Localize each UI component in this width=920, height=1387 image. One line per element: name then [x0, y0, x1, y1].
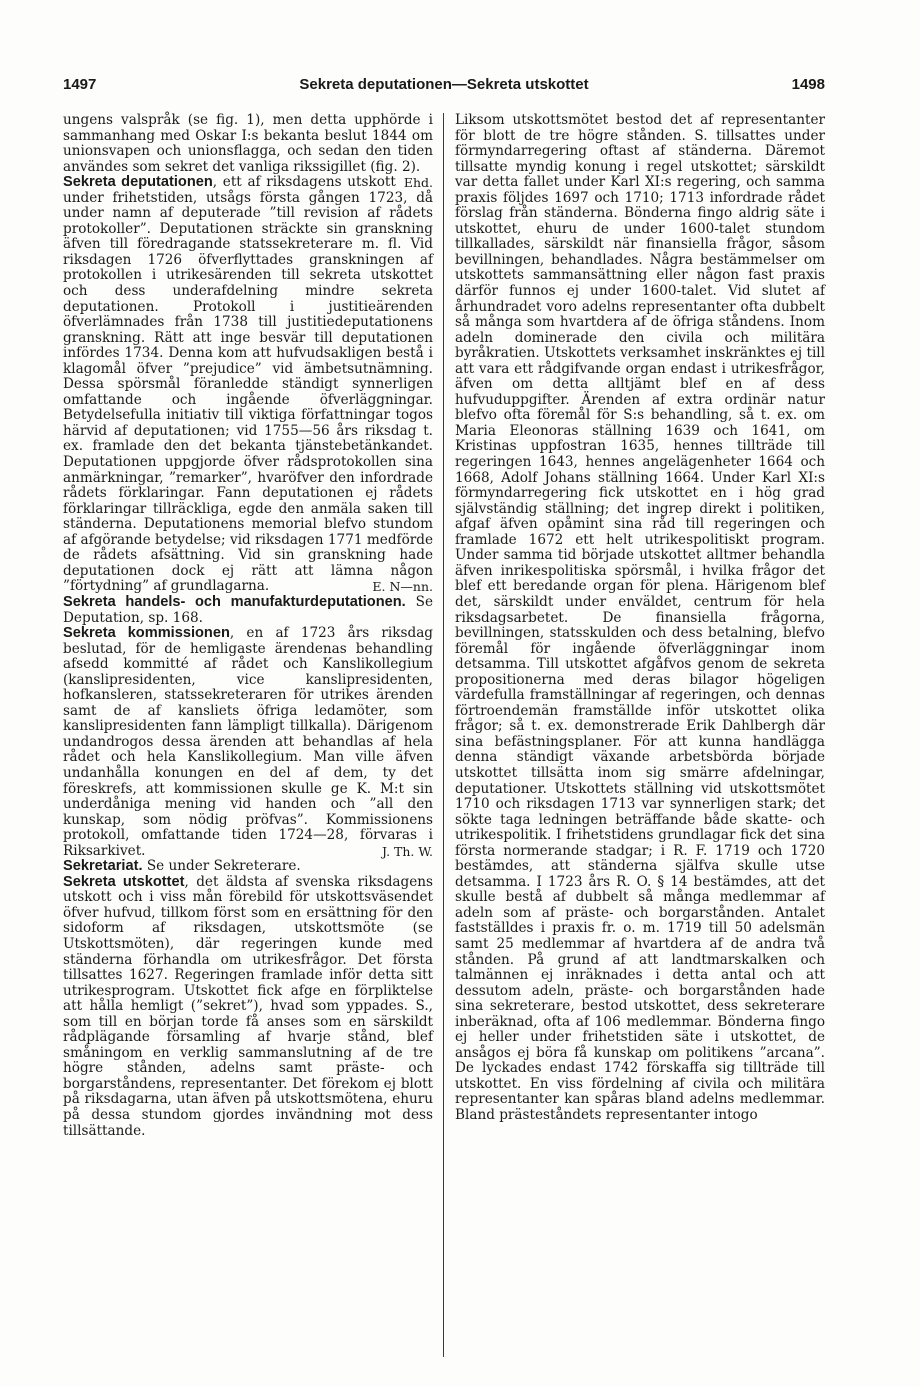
entry-headword: Sekreta handels- och manufakturdeputationen. — [63, 593, 406, 610]
left-column — [63, 113, 433, 1139]
right-column — [455, 113, 825, 1124]
running-header — [63, 76, 825, 100]
entry-signature: E. N—nn. — [372, 579, 433, 595]
entry-sekreta-utskottet — [63, 875, 433, 1139]
entry-text: Se under Sekreterare. — [142, 858, 301, 875]
column-divider — [443, 113, 444, 1357]
page-number-left: 1497 — [63, 76, 97, 93]
running-title: Sekreta deputationen—Sekreta utskottet — [299, 76, 589, 93]
entry-signature: J. Th. W. — [382, 843, 433, 859]
entry-headword: Sekreta utskottet — [63, 873, 185, 890]
entry-headword: Sekreta deputationen — [63, 174, 213, 191]
entry-text: , det äldsta af svenska riksdagens utskott och i viss mån förebild för utskottsväsendet öfver hufvud, tillkom först som en ersättning för den sidoform af riksdagen, utskottsmöte (se Utskottsmöten), där regeringen kunde med ständerna förhandla om utrikesfrågor. Det första tillsattes 1627. Regeringen framlade inför detta sitt utrikesprogram. Utskottet fick afge en förpliktelse att hålla hemligt (”sekret”), hvad som yppades. S., som till en början torde få anses som en särskildt rådplägande församling af hvarje stånd, blef småningom en verklig sammanslutning af de tre högre stånden, adelns samt präste- och borgarståndens, representanter. Det förekom ej blott på riksdagarna, utan äfven på utskottsmötena, ehuru på dessa stundom gjordes invändning mot dess tillsättande. — [63, 873, 433, 1139]
entry-text: , ett af riksdagens utskott under frihetstiden, utsågs första gången 1723, då under namn af deputerade ”till revision af rådets protokoller”. Deputationen sträckte sin granskning äfven till föredragande statssekreterare m. fl. Vid riksdagen 1726 öfverflyttades granskningen af protokollen i utrikesärenden till sekreta utskottet och dess underafdelning mindre sekreta deputationen. Protokoll i justitieärenden öfverlämnades från 1738 till justitiedeputationens granskning. Rätt att inge besvär till deputationen infördes 1734. Denna kom att hufvudsakligen bestå i klagomål öfver ”prejudice” vid ämbetsutnämning. Dessa spörsmål föranledde ständigt synnerligen omfattande och ingående öfverläggningar. Betydelsefulla initiativ till viktiga författningar togos härvid af deputationen; vid 1755—56 års riksdag t. ex. framlade den det bekanta tjänstebetänkandet. Deputationen uppgjorde öfver rådsprotokollen sina anmärkningar, ”remarker”, hvaröfver den infordrade rådets förklaringar. Fann deputationen ej rådets förklaringar tillräckliga, egde den anmäla saken till ständerna. Deputationens memorial blefvo stundom af afgörande betydelse; vid riksdagen 1771 medförde de rådets afsättning. Vid sin granskning hade deputationen dock ej rätt att lämna någon ”förtydning” af grundlagarna. — [63, 174, 433, 595]
entry-headword: Sekretariat. — [63, 858, 143, 875]
entry-sekreta-deputationen — [63, 175, 433, 595]
entry-headword: Sekreta kommissionen — [63, 625, 230, 642]
entry-text: , en af 1723 års riksdag beslutad, för de hemligaste ärendenas behandling afsedd kommitté af rådet och Kanslikollegium (kanslipresidenten, vice kanslipresidenten, hofkansleren, statssekreteraren för utrikes ärenden samt de af kansliets öfriga ledamöter, som kanslipresidenten fann lämpligt tillkalla). Därigenom undandrogos dessa ärenden att behandlas af hela rådet och hela Kanslikollegium. Man ville äfven undanhålla konungen en del af dem, ty det föreskrefs, att kommissionen skulle ge K. M:t sin underdåniga mening vid handen och ”all den kunskap, som nödig pröfvas”. Kommissionens protokoll, omfattande tiden 1724—28, förvaras i Riksarkivet. — [63, 625, 433, 859]
entry-sekreta-utskottet-continued — [455, 113, 825, 1124]
entry-text: ungens valspråk (se fig. 1), men detta upphörde i sammanhang med Oskar I:s bekanta beslut 1844 om unionsvapen och unionsflagga, och sedan den tiden användes som sekret det vanliga rikssigillet (fig. 2). — [63, 112, 433, 175]
entry-text: Liksom utskottsmötet bestod det af representanter för blott de tre högre stånden. S. tillsattes under förmyndarregering oftast af ständerna. Däremot tillsatte myndig konung i regel utskottet; särskildt var detta fallet under Karl XI:s regering, och samma praxis följdes 1697 och 1710; 1713 infordrade rådet förslag från ständerna. Bönderna fingo aldrig säte i utskottet, ehuru de under 1600-talet stundom tillkallades, särskildt när finansiella frågor, såsom bevillningen, behandlades. Några bestämmelser om utskottets sammansättning eller någon fast praxis därför funnos ej under 1600-talet. Vid slutet af århundradet voro adelns representanter ofta dubbelt så många som hvartdera af de öfriga ståndens. Inom adeln dominerade den civila och militära byråkratien. Utskottets verksamhet inskränktes ej till att vara ett rådgifvande organ endast i utrikesfrågor, äfven om detta alltjämt blef en af dess hufvuduppgifter. Ärenden af extra ordinär natur blefvo ofta föremål för S:s behandling, så t. ex. om Maria Eleonoras ställning 1639 och 1641, om Kristinas uppfostran 1635, hennes tillträde till regeringen 1643, hennes angelägenheter 1664 och 1668, Adolf Johans ställning 1664. Under Karl XI:s förmyndarregering fick utskottet en i hög grad självständig ställning; det ingrep direkt i politiken, afgaf äfven opåmint sina råd till regeringen och framlade 1672 ett helt utrikespolitiskt program. Under samma tid började utskottet alltmer behandla äfven inrikespolitiska spörsmål, i hvilka frågor det blef ett beredande organ för plena. Härigenom blef det, särskildt under enväldet, centrum för hela riksdagsarbetet. De finansiella frågorna, bevillningen, statsskulden och dess betalning, blefvo föremål för ingående öfverläggningar inom detsamma. Till utskottet afgåfvos genom de sekreta propositionerna med deras bilagor högeligen värdefulla framställningar af regeringen, och dennas förtroendemän framställde inför utskottet olika frågor; så t. ex. demonstrerade Erik Dahlbergh där sina befästningsplaner. För att kunna handlägga denna ständigt växande arbetsbörda började utskottet tillsätta inom sig smärre afdelningar, deputationer. Utskottets ställning vid utskottsmötet 1710 och riksdagen 1713 var synnerligen stark; det sökte taga ledningen beträffande både skatte- och utrikespolitik. I frihetstidens grundlagar fick det sina första normerande stadgar; i R. F. 1719 och 1720 bestämdes, att ständerna själfva skulle utse detsamma. I 1723 års R. O. § 14 bestämdes, att det skulle bestå af dubbelt så många medlemmar af adeln som af präste- och borgarstånden. Antalet fastställdes i praxis fr. o. m. 1719 till 50 adelsmän samt 25 medlemmar af hvartdera af de andra två stånden. På grund af att landtmarskalken och talmännen ej inräknades i detta antal och att dessutom adeln, präste- och borgarstånden hade sina sekreterare, bestod utskottet, dess sekreterare inberäknad, ofta af 106 medlemmar. Bönderna fingo ej heller under frihetstiden säte i utskottet, de ansågos ej böra få kunskap om politikens ”arcana”. De lyckades endast 1742 förskaffa sig tillträde till utskottet. En viss fördelning af civila och militära representanter kan spåras bland adelns medlemmar. Bland prästeståndets representanter intogo — [455, 112, 825, 1123]
entry-sekreta-kommissionen — [63, 626, 433, 859]
entry-sekretariat — [63, 859, 433, 875]
entry-text: Se Deputation, sp. 168. — [63, 593, 433, 626]
entry-sekreta-handelsdeputationen — [63, 595, 433, 626]
page-number-right: 1498 — [791, 76, 825, 93]
entry-signature: Ehd. — [403, 175, 433, 191]
